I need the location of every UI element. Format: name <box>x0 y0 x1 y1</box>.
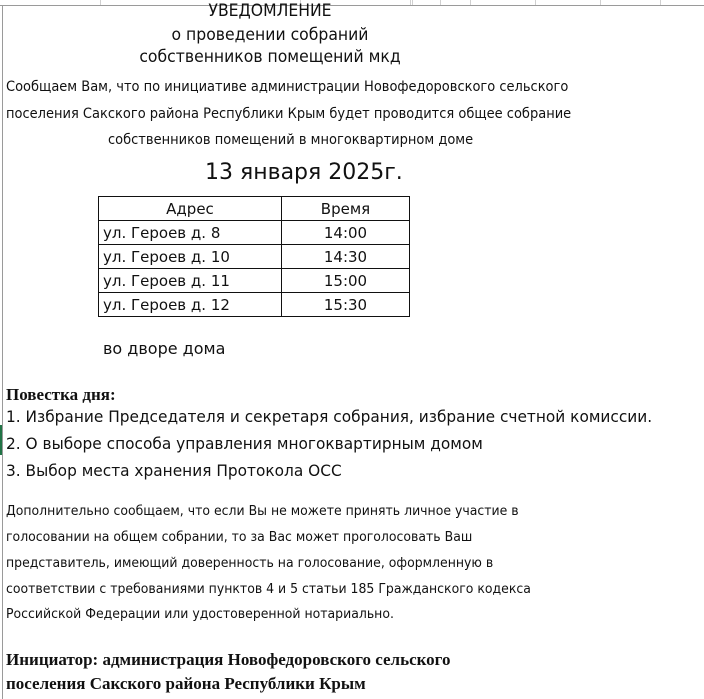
intro-line-1: Сообщаем Вам, что по инициативе администрации Новофедоровского сельского <box>6 79 569 95</box>
proxy-note-line-4: соответствии с требованиями пунктов 4 и 5 статьи 185 Гражданского кодекса <box>6 582 531 597</box>
column-header-time: Время <box>282 197 410 221</box>
notice-title: УВЕДОМЛЕНИЕ <box>208 1 332 21</box>
table-row <box>99 293 410 317</box>
address-cell: ул. Героев д. 12 <box>99 293 282 317</box>
agenda-item-3: 3. Выбор места хранения Протокола ОСС <box>6 461 342 480</box>
address-cell: ул. Героев д. 8 <box>99 221 282 245</box>
proxy-note-line-1: Дополнительно сообщаем, что если Вы не можете принять личное участие в <box>6 504 519 519</box>
time-cell: 15:30 <box>282 293 410 317</box>
time-cell: 14:00 <box>282 221 410 245</box>
meeting-location: во дворе дома <box>103 339 226 358</box>
table-row <box>99 245 410 269</box>
initiator-line-1: Инициатор: администрация Новофедоровского сельского <box>6 650 451 669</box>
agenda-title: Повестка дня: <box>6 385 116 404</box>
table-row <box>99 221 410 245</box>
intro-line-2: поселения Сакского района Республики Крым будет проводится общее собрание <box>6 106 572 122</box>
sheet-left-border <box>2 5 3 699</box>
proxy-note-line-3: представитель, имеющий доверенность на голосование, оформленную в <box>6 556 494 571</box>
initiator-line-2: поселения Сакского района Республики Крым <box>6 674 366 693</box>
agenda-item-1: 1. Избрание Председателя и секретаря собрания, избрание счетной комиссии. <box>6 407 653 426</box>
notice-subtitle-2: собственников помещений мкд <box>139 47 401 67</box>
table-header-row <box>99 197 410 221</box>
column-header-address: Адрес <box>99 197 282 221</box>
table-row <box>99 269 410 293</box>
time-cell: 14:30 <box>282 245 410 269</box>
notice-subtitle-1: о проведении собраний <box>171 25 369 45</box>
agenda-item-2: 2. О выборе способа управления многоквартирным домом <box>6 434 483 453</box>
selection-indicator <box>0 425 2 455</box>
proxy-note-line-5: Российской Федерации или удостоверенной нотариально. <box>6 607 394 622</box>
address-cell: ул. Героев д. 11 <box>99 269 282 293</box>
time-cell: 15:00 <box>282 269 410 293</box>
intro-line-3: собственников помещений в многоквартирном доме <box>108 132 474 148</box>
schedule-table <box>98 196 410 317</box>
meeting-date: 13 января 2025г. <box>205 160 403 185</box>
address-cell: ул. Героев д. 10 <box>99 245 282 269</box>
proxy-note-line-2: голосовании на общем собрании, то за Вас может проголосовать Ваш <box>6 530 473 545</box>
